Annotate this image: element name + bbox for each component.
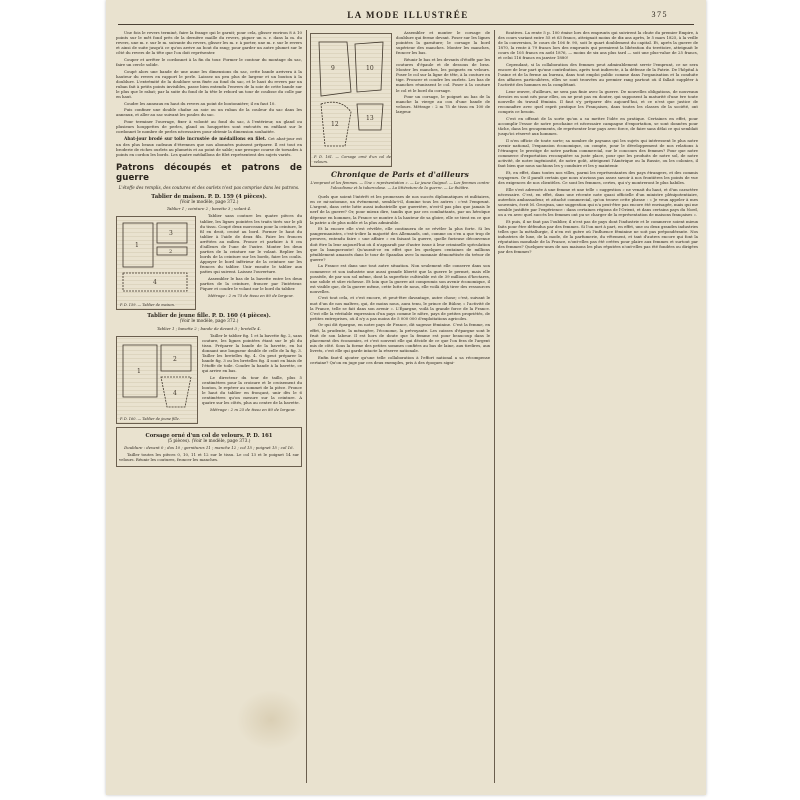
metrage: Métrage : 2 m 75 de tissu en 80 de largeur. (208, 292, 294, 298)
svg-text:4: 4 (173, 389, 177, 397)
paragraph: Pour terminer l'ouvrage, fixer à volonté au fond du sac, à l'extérieur, un gland ou plusieurs houppettes de perles, gland ou houppettes sont exécutés en enfilant sur le cordonnet le nombre de perles nécessaires pour obtenir la dimension souhaitée. (116, 119, 302, 135)
column-rule (494, 30, 495, 783)
bodice-pattern-diagram (311, 34, 391, 166)
pattern-diagram-figure (116, 336, 198, 424)
pattern-diagram-figure (310, 33, 392, 167)
paragraph: C'est tout cela, et c'est encore, et peut-être davantage, autre chose; c'est, suivant le mot d'un de nos maîtres, qui, de moins nous, aura tenu, le prince de Bülow, « l'activité de la France, telle se fait dans son avenir ». L'Épargne, voilà la grande force de la France. C'est elle la véritable expression d'un pays comme le nôtre, pays de petites propriétés, de petites entreprises, où il n'y a pas moins de 5 000 000 d'exploitations agricoles. (310, 295, 490, 321)
chronicle-summary: L'emprunt et les femmes. — Une « représentation ». — Le jeune Guignol. — Les femmes contre l'alcoolisme et la tuberculose. — La littérature de la guerre. — Le théâtre. (310, 181, 490, 191)
pattern-title: Corsage orné d'un col de velours. P. D. 161 (145, 432, 273, 439)
paragraph: Pour un corsage, le poignet au bas de la manche la vierge au cou d'une bande de velours. Métrage : 2 m 75 de tissu en 100 de largeur. (396, 94, 490, 115)
svg-text:3: 3 (169, 230, 173, 238)
paragraph: La France est dans une tout autre situation. Non seulement elle conserve dans son commerce et son industrie une aussi grande liberté que la guerre le permet, mais elle possède, de par son sol même, dont la superficie cultivable est de 39 millions d'hectares, une solide et sûre richesse. Et loin que la guerre ait compromis son avenir économique, il est visible que, de la guerre même, cette lutte de nous, elle voilà déjà tirer des ressources nouvelles. (310, 263, 490, 294)
figure-caption: P. D. 159. — Tablier de maison. (120, 303, 176, 308)
paragraph: Réunir le bas et les devants d'étoffe par les coutures d'épaule et de dessous de bras. Monter les manches, les poignets en velours. Poser le col sur la ligne de tête, à la couture en tige. Froncer et coudre les ourlets. Les bas de manches réunissent le col. Poser à la couture le col et le bord du corsage. (396, 56, 490, 93)
svg-text:9: 9 (331, 65, 335, 72)
paragraph: Tablier sans couture les quatre pièces du tablier, les lignes pointées les traits tirés sur le pli du tissu. Coupé deux morceaux pour la ceinture, le fil en droit, croisé au bord. Former le haut du tablier à l'aide de deux fils. Faire les fronces arrêtées au milieu. Fronce et parfaire à 8 cm d'ailleurs de l'une de l'autre. Monter les deux parties de la ceinture sur le volant. Replier les bords de la ceinture sur les bords, faire les coulis. Appuyer le bord inférieur de la ceinture sur les fronces du tablier. Unir ensuite le tablier aux pattes qui suivent. Laissez l'ouverture. (200, 213, 302, 275)
pattern-diagram-figure (116, 216, 196, 310)
figure-caption: P. D. 160. — Tablier de jeune fille. (120, 416, 180, 421)
paragraph: Assembler et monter le corsage de doublure qui ferme devant. Poser sur les lignes pointées la garniture; le corsage la bord supérieur des manches. Monter les manches, froncer les bas. (396, 30, 490, 56)
girl-apron-pattern-diagram (117, 337, 197, 423)
svg-text:2: 2 (173, 355, 177, 363)
pattern-reference: (5 pièces). (Voir le modèle, page 373.) (167, 438, 251, 444)
column-middle (310, 30, 490, 785)
paragraph: Elle s'est adressée à une femme et une telle « suggestion » ne venait du haut, et d'un caractère nécessaire. C'est, en effet, dans une récente note quasi officielle d'un ministre plénipotentiaire, autrefois ambassadeur, et attaché commercial, qu'on trouve cette phrase : « Je veux appeler à mes souvenirs, écrit M. Grosjean, une suggestion qui n'a peut-être pas encore été envisagée, mais qui me semble justifiée par l'expérience : dans certaines régions de l'Orient, et dans certains pays du Nord, on a vu avec quel succès les femmes ont pu se charger de la représentation de maisons françaises ». (498, 186, 698, 218)
pattern-box (116, 427, 302, 467)
svg-text:10: 10 (366, 65, 374, 72)
chronicle-title: Chronique de Paris et d'ailleurs (331, 170, 469, 179)
paragraph: Tailler le tablier fig. 1 et la bavette fig. 2, sans couture, les lignes pointées étant sur le pli du tissu. Préparer la bande de la bavette, en lui donnant une longueur double de celle de la fig. 3. Tailler les bretelles fig. 4. On peut préparer la bande fig. 3 ou les bretelles fig. 4 sont en biais de l'étoffe de toile. Coudre la bande à la bavette, ce qui arrive en bas. (202, 332, 302, 374)
paragraph: C'est en offrant de la sorte qu'on a su mettre l'idée en pratique. Certaines en effet, pour accomplir l'essor de notre prochaine et nécessaire campagne d'exportation, se sont données pour tâche, dans les groupements, de représenter leur pays avec force, de faire sans délai ce qui semblait jusqu'ici réservé aux hommes. (498, 116, 698, 137)
pattern-pieces: Tablier 1 ; bavette 2 ; bande de devant 3 ; bretelle 4. (157, 325, 261, 331)
column-left (116, 30, 302, 785)
paragraph: Il n'en officie de toute sorte; sa nombre de paysans qui les sujets qui intéressent le plus notre avenir national, l'expansion économique, on compte, pour le développement de nos relations à l'étranger, le prestige de notre parfum commercial, sur le concours des femmes? Pour que notre commerce d'exportation reconquière sa juste place, pour que les produits de notre sol, de notre activité, de notre ingéniosité, de notre goût, atteignent l'Amérique ou la Russie, ou les colonies, il faut bien que nous sachions les y conduire et les y maintenir. (498, 137, 698, 169)
svg-text:13: 13 (366, 115, 374, 122)
svg-text:12: 12 (331, 121, 339, 128)
newspaper-page (106, 0, 706, 795)
pattern-title: Tablier de maison. P. D. 159 (4 pièces). (151, 194, 267, 201)
svg-text:1: 1 (135, 242, 139, 250)
svg-text:1: 1 (137, 367, 141, 375)
pattern-reference: (Voir le modèle, page 372.) (179, 319, 239, 325)
paragraph: Le directeur du tour de taille, plus 5 centimètres pour la croisure et le croisement du bouton, le repérer au sommet de la pièce. Fronce le haut du tablier en fronçant, unir dès le 6 centimètres qu'on mesure sur la ceinture. A quatre sur les côtés, plus au centre de la bavette. (202, 374, 302, 406)
paragraph: Et la encore elle s'est révélée, elle continuera de se révéler la plus forte. Si les pangermanistes, c'est-à-dire la majorité des Allemands, ont, comme on s'en a que trop de preuves, entendu faire « une affaire » en faisant la guerre, quelle furieuse déconvenue doit être la leur aujourd'hui où il n'apparaît par d'autre issue à leur criminelle spéculation que la banqueroute! Qu'aurait-ce en effet que les quelques centaines de millions péniblement amassés dans le tour de Spandau avec la monnaie démonétisée du trésor de guerre? (310, 226, 490, 262)
svg-text:4: 4 (153, 279, 157, 287)
pattern-pieces: Tablier 1 ; ceinture 2 ; bavette 3 ; volant 4. (166, 206, 252, 212)
paragraph: Coudre les anneaux en haut du revers au point de boutonnière; il en faut 10. (124, 100, 276, 106)
paragraph: Et, en effet, dans toutes nos villes, parmi les représentantes des pays étrangers, et des commis voyageurs. Or il paraît certain que nous n'avions pas assez savoir à nos frontières les points de vue des exigences de nos clientèles. Ce sont les femmes, certes, qui s'y montreront le plus habiles. (498, 169, 698, 186)
paragraph: Puis confiner une double chaîne au soie ou un ruban de la couleur du sac dans les anneaux, et aller au sac suivant les poules du sac. (116, 107, 302, 118)
apron-pattern-diagram (117, 217, 195, 309)
paragraph: Assembler le bas de la bavette entre les deux parties de la ceinture, froncer par l'intérieur. Piquer et coudre le volant sur le bord du tablier. (200, 276, 302, 292)
column-right (498, 30, 698, 785)
pattern-title: Tablier de jeune fille. P. D. 160 (4 pièces). (147, 313, 271, 320)
paragraph: Couper et arrêter le cordonnet à la fin du tour. Former le contour du montage du sac, faire un cercle solide. (116, 56, 302, 68)
masthead: LA MODE ILLUSTRÉE (347, 10, 469, 20)
paragraph: Quels que soient l'intérêt et les promesses de nos succès diplomatiques et militaires, en ce mi-automne, un événement, sembla-t-il, domine tous les autres : c'est l'emprunt. L'argent, dans cette lutte aussi industrielle que guerrière, n'est-il pas plus que jamais le nerf de la guerre? Or, pour mieux dire, tandis que par ces combattants, par un héroïque dépense en hommes, la France se montre à la hauteur de sa gloire, elle se tient en ce que la patrie a de plus noble et la plus admirable. (310, 194, 490, 225)
pattern-reference: (Voir le modèle, page 372.) (179, 200, 239, 206)
svg-text:2: 2 (169, 249, 173, 256)
header-rule (118, 24, 694, 25)
figure-caption: P. D. 161. — Corsage orné d'un col de velours. (314, 154, 391, 164)
column-rule (306, 30, 307, 783)
section-title: Patrons découpés et patrons de guerre (116, 163, 302, 184)
paragraph: Or qui dit épargne, en notre pays de France, dit sagesse féminine. C'est la femme, en effet, la prudente, la ménagère, l'économe, la prévoyante. Les caisses d'épargne sont le fruit de son labeur. Il est hors de doute que la femme est pour beaucoup dans le placement des économies, et c'est souvent elle qui décide de ce que l'on fera de l'argent mis de côté. Sous la forme des petites sommes confiées au bas de laine, aux tirelires, aux livrets, c'est elle qui garde intacte la réserve nationale. (310, 322, 490, 353)
paragraph: ficatives. La rente 5 p. 100 émise lors des emprunts qui suivirent la chute du premier Empire, à des cours variant entre 55 et 63 francs, atteignait moins de dix ans après, le 5 mars 1825, à la veille de la conversion, le cours de 106 fr. 90, soit le quart doublement du capital. Et, après la guerre de 1870, la rente à 79 francs lors des emprunts qui permirent la libération du territoire, atteignait le cours de 105 francs en août 1876, — moins de six ans plus tard — soit une plus-value de 25 francs, et celui 116 francs en janvier 1880! (498, 30, 698, 61)
metrage: Métrage : 2 m 25 de tissu en 80 de largeur. (210, 406, 296, 412)
paragraph: Tailler toutes les pièces 0, 10, 11 et 12 sur le tissu. Le col 13 et le poignet 14 sur velours. Réunir les coutures, froncer les manches. (119, 451, 299, 462)
paragraph: Leur œuvre, d'ailleurs, ne sera pas finie avec la guerre. De nouvelles obligations, de nouveaux devoirs en sont nés pour elles, on ne peut pas en douter, qui supposent la maturité d'une ère toute nouvelle du travail féminin. Il faut s'y préparer dès aujourd'hui, et ce n'est que justice de reconnaître avec quel esprit pratique les Françaises, dans toutes les classes de la société, ont compris ce besoin. (498, 89, 698, 115)
subhead: Abat-jour brodé sur toile incrustée de médaillons en filet. (124, 136, 267, 142)
paragraph: Coupé alors une bande de une aune les dimensions du sac, cette bande arrivera à la hauteur du revers en rapport le perle. Laissez un peu plus de largeur et un bouton à la doublure. L'extrémité de la doublure sera fixée au fond du sac, et le haut du revers par un ruban fait à petits points invisibles, passe bien entendu l'envers de la soie de cette bande sur le plus que le rabat; par la suite du fond de la tête le rebord un tour de coulisse du colle par en haut. (116, 68, 302, 100)
page-number: 375 (651, 10, 668, 19)
paragraph (116, 136, 302, 157)
pattern-pieces: Doublure : devant 0 ; dos 10 ; garnitures 11 ; manche 12 ; col 15 ; poignet 15 ; col 16. (124, 444, 294, 450)
paragraph: Cependant, si la collaboration des femmes peut admirablement servir l'emprunt, ce ne sera encore de leur part qu'une contribution, après tout indirecte, à la défense de la Patrie. De l'hôpital à l'usine et de la ferme au bureau, dans tout emploi public comme dans l'organisation et la conduite des affaires particulières, elles se sont trouvées au premier rang partout où il fallait suppléer à l'activité des hommes en la complétant. (498, 62, 698, 88)
paragraph: Une fois le revers terminé, faire la frange qui le garnit; pour cela, glisser environ 8 à 10 points sur le mêt fond près de la dernière maille du revers, piquer un n. r. dans la m. du revers, une m. r. sur le m. suivante du revers, glisser les m. r. à porter, une m. r. sur le revers et ainsi de suite jusqu'à ce qu'on arrive au bout du rang; pour garder un autre plumet sur le côté du revers de la tête que l'on doit représenter. (116, 30, 302, 56)
paragraph-text: Cet abat-jour est un des plus beaux cadeaux d'étrennes que nos abonnées puissent préparer. Il est tout en broderie de riches ourlets au plumetis et au point de sable; une presque course de torsades à points en cordon les bords. Les quatre médaillons de filet représentent des sujets variés. (116, 135, 302, 158)
paragraph: Enfin faut-il ajouter qu'une telle collaboration à l'effort national a sa récompense certaine? Qu'on en juge par ces deux exemples, pris à des époques signi- (310, 354, 490, 365)
paragraph: Et puis, il ne faut pas l'oublier, il n'est pas de pays dont l'industrie et le commerce soient mieux faits pour être défendus par des femmes. Si l'on met à part, en effet, une ou deux grandes industries telles que la métallurgie, il n'en est guère où l'influence féminine ne soit pas prépondérante. Nos industries de luxe, de la mode, de la parfumerie, du vêtement, et tant d'autres encore qui font la réputation mondiale de la France, n'ont-elles pas été créées pour plaire aux femmes et surtout par des femmes? Quelques-unes de nos maisons les plus réputées n'ont-elles pas été fondées ou dirigées par des femmes? (498, 218, 698, 255)
section-subtitle: L'étoffe des remplis, des coutures et des ourlets n'est pas comprise dans les patrons. (118, 185, 300, 191)
page-header (118, 10, 698, 22)
